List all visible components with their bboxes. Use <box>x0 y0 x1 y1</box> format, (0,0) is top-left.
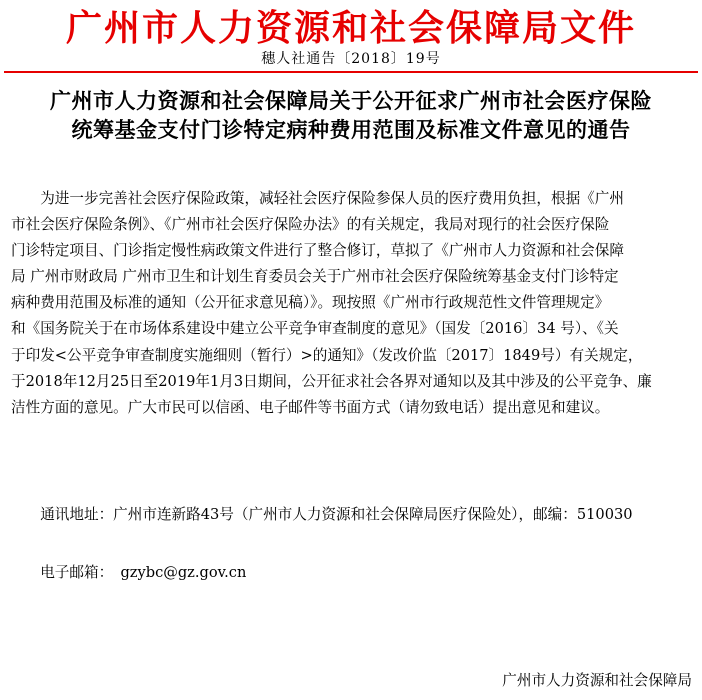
body-line: 于印发<公平竞争审查制度实施细则（暂行）>的通知》（发改价监〔2017〕1849号）有关规定， <box>11 346 643 364</box>
body-line: 洁性方面的意见。广大市民可以信函、电子邮件等书面方式（请勿致电话）提出意见和建议。 <box>11 398 610 416</box>
notice-body <box>11 186 691 421</box>
body-line: 局 广州市财政局 广州市卫生和计划生育委员会关于广州市社会医疗保险统筹基金支付门诊特定 <box>11 268 619 286</box>
notice-title-line: 统筹基金支付门诊特定病种费用范围及标准文件意见的通告 <box>71 117 631 142</box>
header-divider <box>4 71 698 73</box>
mailing-address: 通讯地址：广州市连新路43号（广州市人力资源和社会保障局医疗保险处），邮编：510030 <box>11 506 633 523</box>
contact-email: 电子邮箱： gzybc@gz.gov.cn <box>11 564 247 581</box>
body-line: 门诊特定项目、门诊指定慢性病政策文件进行了整合修订，草拟了《广州市人力资源和社会保障 <box>11 242 624 260</box>
document-header-title: 广州市人力资源和社会保障局文件 <box>65 7 636 49</box>
body-line: 病种费用范围及标准的通知（公开征求意见稿）》。现按照《广州市行政规范性文件管理规定》 <box>11 294 610 312</box>
issuer-signature: 广州市人力资源和社会保障局 <box>502 672 692 689</box>
notice-title <box>0 86 702 144</box>
body-line: 为进一步完善社会医疗保险政策，减轻社会医疗保险参保人员的医疗费用负担，根据《广州 <box>11 190 624 207</box>
document-number: 穗人社通告〔2018〕19号 <box>261 51 441 67</box>
body-line: 于2018年12月25日至2019年1月3日期间，公开征求社会各界对通知以及其中涉及的公平竞争、廉 <box>11 372 652 390</box>
body-line: 市社会医疗保险条例》、《广州市社会医疗保险办法》的有关规定，我局对现行的社会医疗保险 <box>11 216 610 234</box>
notice-title-line: 广州市人力资源和社会保障局关于公开征求广州市社会医疗保险 <box>50 88 652 113</box>
body-line: 和《国务院关于在市场体系建设中建立公平竞争审查制度的意见》（国发〔2016〕34 号）、《关 <box>11 320 619 338</box>
